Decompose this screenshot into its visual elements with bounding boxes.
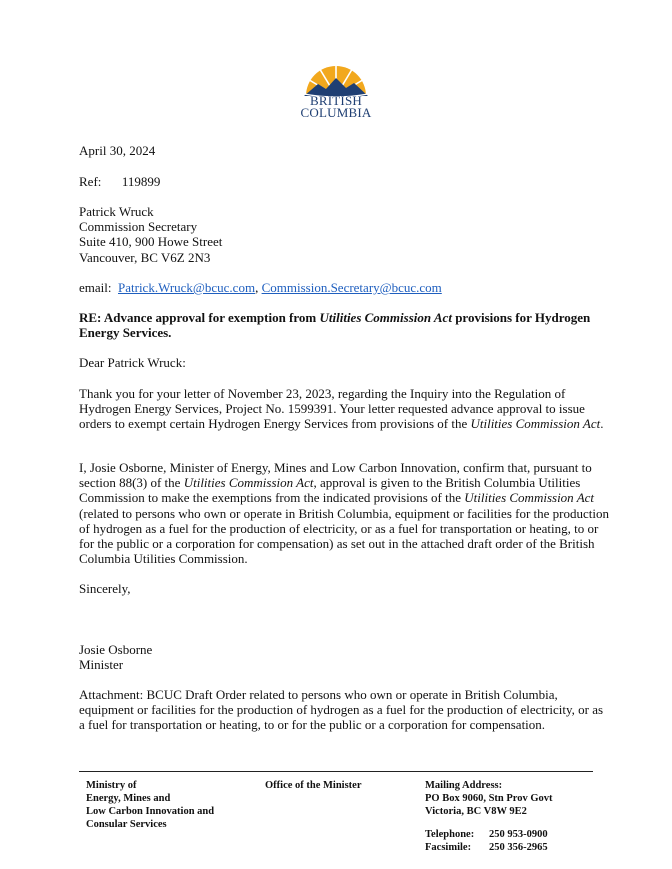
telephone-label: Telephone: — [425, 829, 475, 840]
mailing-line-2: Victoria, BC V8W 9E2 — [425, 806, 527, 817]
paragraph-2-act2: Utilities Commission Act — [464, 490, 595, 506]
subject-prefix: RE: Advance approval for exemption from — [79, 310, 320, 325]
telephone-number: 250 953-0900 — [489, 829, 548, 840]
recipient-city: Vancouver, BC V6Z 2N3 — [79, 249, 211, 265]
signature-block — [79, 642, 152, 672]
footer-divider — [79, 771, 593, 772]
mailing-line-1: PO Box 9060, Stn Prov Govt — [425, 793, 553, 804]
subject-act: Utilities Commission Act — [319, 310, 452, 325]
email-link-wruck[interactable]: Patrick.Wruck@bcuc.com — [118, 280, 256, 295]
paragraph-1-text: Thank you for your letter of November 23, 2023, regarding the Inquiry into the Regulation of Hydrogen Energy Services, Project No. 1599391. Your letter requested advance approval to issue orders to exempt certain Hydrogen Energy Services from provisions of the — [79, 386, 585, 432]
footer-ministry — [86, 779, 214, 831]
telephone-row — [425, 828, 548, 841]
letter-date: April 30, 2024 — [79, 143, 156, 158]
ministry-line-1: Ministry of — [86, 780, 137, 791]
email-line — [79, 280, 442, 295]
paragraph-2-part3: (related to persons who own or operate in British Columbia, equipment or facilities for the production of hydrogen as a fuel for the production of electricity, or as a fuel for transportation or heating, to or for the public or a corporation for compensation) as set out in the attached draft order of the British Columbia Utilities Commission. — [79, 505, 609, 567]
footer-office: Office of the Minister — [265, 780, 362, 791]
fax-row — [425, 841, 548, 854]
footer-contact — [425, 828, 548, 854]
paragraph-2 — [79, 460, 611, 566]
fax-label: Facsimile: — [425, 842, 472, 853]
paragraph-1-end: . — [600, 416, 604, 432]
fax-number: 250 356-2965 — [489, 842, 548, 853]
salutation: Dear Patrick Wruck: — [79, 355, 186, 370]
subject-line — [79, 310, 611, 340]
footer-mailing — [425, 779, 553, 818]
paragraph-2-part2: , approval is given to the British Columbia Utilities Commission to make the exemptions from the indicated provisions of the — [79, 475, 581, 506]
recipient-street: Suite 410, 900 Howe Street — [79, 234, 223, 250]
logo-line-1: BRITISH — [310, 93, 362, 108]
subject-suffix: provisions for Hydrogen Energy Services. — [79, 310, 591, 341]
ministry-line-3: Low Carbon Innovation and — [86, 806, 215, 817]
logo-line-2: COLUMBIA — [300, 105, 372, 120]
paragraph-1-act: Utilities Commission Act — [470, 416, 601, 432]
recipient-name: Patrick Wruck — [79, 204, 154, 219]
ministry-line-2: Energy, Mines and — [86, 793, 171, 804]
email-label: email: — [79, 280, 112, 295]
reference — [79, 174, 160, 189]
recipient-address — [79, 204, 222, 265]
mailing-label: Mailing Address: — [425, 780, 503, 791]
closing: Sincerely, — [79, 581, 131, 596]
attachment-note: Attachment: BCUC Draft Order related to persons who own or operate in British Columbia, equipment or facilities for the production of hydrogen as a fuel for the production of electricity, or as a fuel for transportation or heating, to or for the public or a corporation for compensation. — [79, 687, 604, 733]
signer-title: Minister — [79, 657, 124, 673]
signer-name: Josie Osborne — [79, 642, 153, 657]
paragraph-2-part1: I, Josie Osborne, Minister of Energy, Mines and Low Carbon Innovation, confirm that, pursuant to section 88(3) of the — [79, 460, 592, 491]
recipient-title: Commission Secretary — [79, 219, 198, 235]
logo-wordmark — [290, 95, 382, 119]
ref-number: 119899 — [121, 174, 161, 189]
paragraph-1 — [79, 386, 611, 432]
email-separator: , — [255, 280, 259, 295]
paragraph-2-act1: Utilities Commission Act — [183, 475, 314, 491]
email-link-secretary[interactable]: Commission.Secretary@bcuc.com — [261, 280, 442, 295]
ministry-line-4: Consular Services — [86, 819, 167, 830]
ref-label: Ref: — [79, 174, 102, 189]
